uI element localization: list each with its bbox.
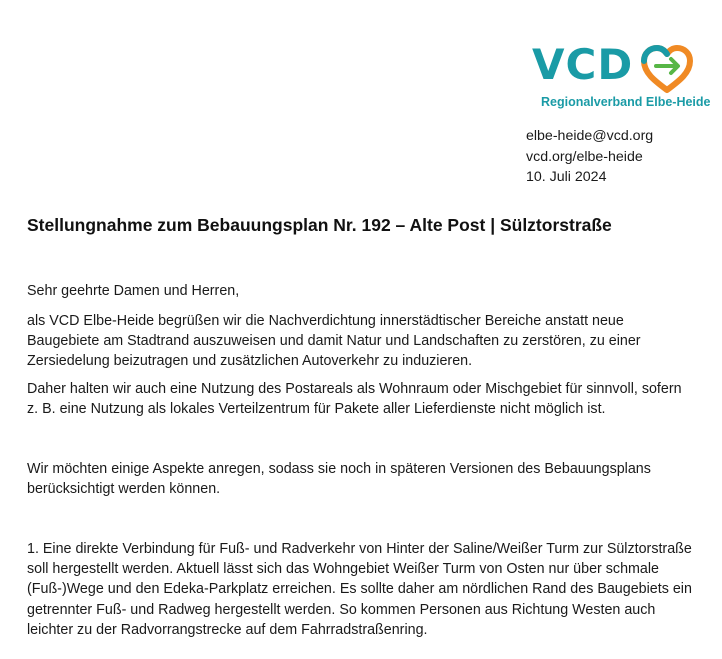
contact-website: vcd.org/elbe-heide	[526, 148, 643, 165]
paragraph-1	[27, 311, 641, 372]
paragraph-line: z. B. eine Nutzung als lokales Verteilzentrum für Pakete aller Lieferdienste nicht möglich ist.	[27, 401, 606, 418]
paragraph-4	[27, 539, 692, 640]
salutation-line: Sehr geehrte Damen und Herren,	[27, 283, 240, 299]
paragraph-line: Wir möchten einige Aspekte anregen, sodass sie noch in späteren Versionen des Bebauungsplans	[27, 461, 651, 477]
paragraph-line: getrennter Fuß- und Radweg hergestellt werden. So kommen Personen aus Richtung Westen auch	[27, 601, 656, 618]
paragraph-line: leichter zu der Radvorrangstrecke auf dem Fahrradstraßenring.	[27, 621, 428, 638]
contact-block	[526, 126, 653, 188]
paragraph-3	[27, 459, 651, 499]
logo-wordmark: VCD	[532, 40, 634, 89]
contact-email: elbe-heide@vcd.org	[526, 128, 654, 144]
paragraph-line: (Fuß-)Wege und den Edeka-Parkplatz erreichen. Es sollte daher am nördlichen Rand des Baugebiets ein	[27, 581, 692, 598]
vcd-logo	[532, 40, 711, 112]
paragraph-2	[27, 379, 682, 419]
paragraph-line: 1. Eine direkte Verbindung für Fuß- und Radverkehr von Hinter der Saline/Weißer Turm zur Sülztorstraße	[27, 541, 692, 557]
paragraph-line: Zersiedelung beizutragen und zusätzlichen Autoverkehr zu induzieren.	[27, 353, 473, 370]
paragraph-line: Daher halten wir auch eine Nutzung des Postareals als Wohnraum oder Mischgebiet für sinnvoll, sofern	[27, 381, 682, 397]
paragraph-line: Baugebiete am Stadtrand auszuweisen und damit Natur und Landschaften zu zerstören, zu einer	[27, 333, 641, 350]
heart-arrow-icon	[639, 44, 695, 94]
document-title: Stellungnahme zum Bebauungsplan Nr. 192 – Alte Post | Sülztorstraße	[27, 215, 612, 235]
logo-subtitle: Regionalverband Elbe-Heide	[541, 95, 711, 109]
letter-date: 10. Juli 2024	[526, 169, 607, 185]
paragraph-line: berücksichtigt werden können.	[27, 481, 221, 498]
paragraph-line: soll hergestellt werden. Aktuell lässt sich das Wohngebiet Weißer Turm von Osten nur über schmale	[27, 561, 660, 578]
salutation	[27, 281, 239, 301]
paragraph-line: als VCD Elbe-Heide begrüßen wir die Nachverdichtung innerstädtischer Bereiche anstatt neue	[27, 313, 624, 329]
